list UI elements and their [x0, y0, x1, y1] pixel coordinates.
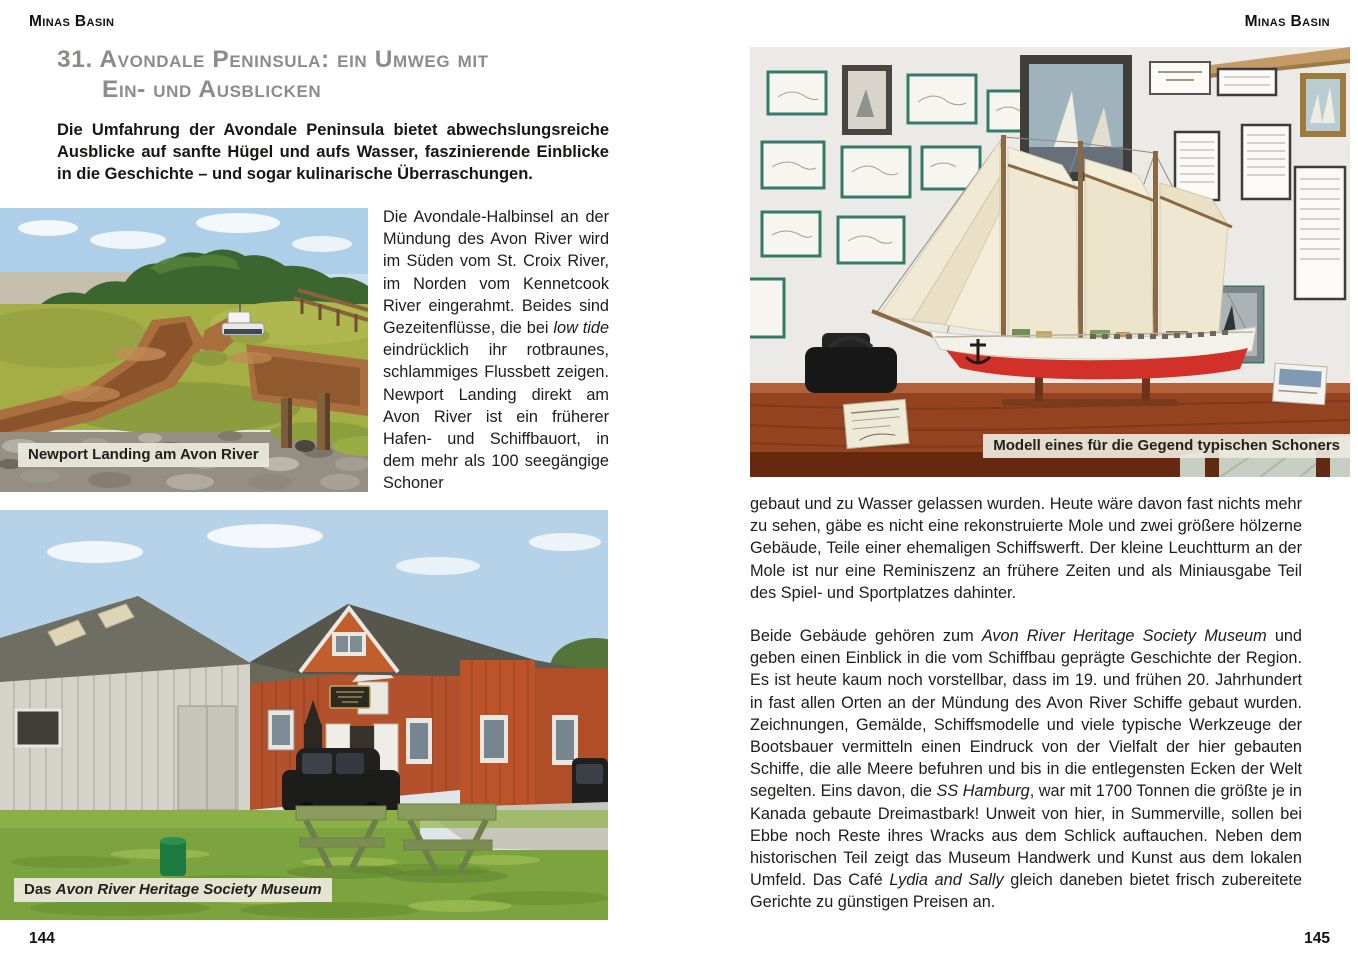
body-text-right-para2: Beide Gebäude gehören zum Avon River Heritage Society Museum und geben einen Einblick in die vom Schiffbau geprägte Geschichte der Region. Es ist heute kaum noch vorstellbar, dass im 19. und frühen 20. Jahrhundert in fast allen Orten an der Mündung des Avon River Schiffe gebaut wurden. Zeichnungen, Gemälde, Schiffsmodelle und viele typische Werkzeuge der Bootsbauer vermitteln einen Eindruck von der Vielfalt der hier gebauten Schiffe, die alle Meere befuhren und bis in die entlegensten Ecken der Welt segelten. Eins davon, die SS Hamburg, war mit 1700 Tonnen die größte je in Kanada gebaute Dreimastbark! Unweit von hier, in Summerville, sollen bei Ebbe noch Reste ihres Wracks aus dem Schlick auftauchen. Neben dem historischen Teil zeigt das Museum Handwerk und Kunst aus dem lokalen Umfeld. Das Café Lydia and Sally gleich daneben bietet frisch zubereitete Gerichte zu günstigen Preisen an.: [750, 627, 1303, 912]
intro-paragraph: Die Umfahrung der Avondale Peninsula bietet abwechslungsreiche Ausblicke auf sanfte Hügel und aufs Wasser, faszinierende Einblicke in die Geschichte – und sogar kulinarische Überraschungen.: [57, 121, 609, 183]
gallery-plaque: [1150, 62, 1210, 94]
photo-museum: [0, 510, 608, 920]
photo-schooner-model: [750, 47, 1350, 477]
body-text-left: Die Avondale-Halbinsel an der Mündung des Avon River wird im Süden vom St. Croix River, im Norden vom Kennetcook River eingerahmt. Beides sind Gezeitenflüsse, die bei low tide eindrücklich ihr rotbraunes, schlammiges Flussbett zeigen. Newport Landing direkt am Avon River ist ein früherer Hafen- und Schiffbauort, in dem mehr als 100 seegängige Schoner: [383, 208, 609, 493]
chapter-title: [57, 45, 489, 105]
running-head-left: Minas Basin: [29, 13, 115, 30]
wooden-table: [750, 383, 1350, 477]
photo-newport-landing: [0, 208, 368, 492]
schooner-illustration: [750, 47, 1350, 477]
page-number-left: 144: [29, 930, 55, 947]
chapter-title-line2: Ein- und Ausblicken: [102, 76, 322, 103]
photo-caption-newport: Newport Landing am Avon River: [18, 443, 269, 467]
museum-illustration: [0, 510, 608, 920]
running-head-right: Minas Basin: [1244, 13, 1330, 30]
photo-caption-schooner: Modell eines für die Gegend typischen Schoners: [983, 434, 1350, 458]
photo-caption-museum: Das Avon River Heritage Society Museum: [14, 878, 332, 902]
chapter-title-line1: 31. Avondale Peninsula: ein Umweg mit: [57, 46, 489, 73]
body-text-right-para1: gebaut und zu Wasser gelassen wurden. Heute wäre davon fast nichts mehr zu sehen, gäbe es nicht eine rekonstruierte Mole und zwei größere hölzerne Gebäude, Teile einer ehemaligen Schiffswerft. Der kleine Leuchtturm an der Mole ist nur eine Reminiszenz an frühere Zeiten und als Miniausgabe Teil des Spiel- und Sportplatzes dahinter.: [750, 495, 1302, 602]
green-barrel: [160, 837, 186, 876]
page-number-right: 145: [1304, 930, 1330, 947]
